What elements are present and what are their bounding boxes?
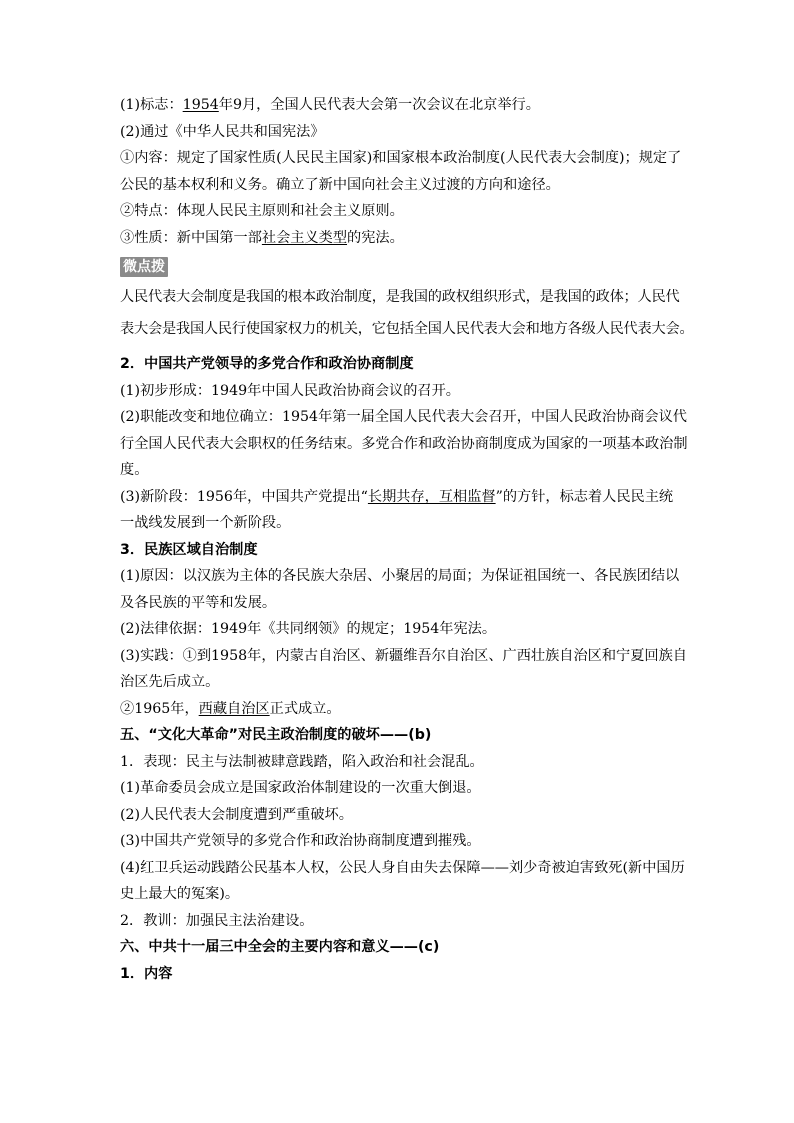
tip-badge: 微点拨: [120, 257, 168, 277]
text-line: 史上最大的冤案)。: [120, 886, 240, 902]
subsection-heading: 1．内容: [120, 965, 173, 982]
tip-block: [120, 281, 694, 345]
text-line: (2)法律依据：1949年《共同纲领》的规定；1954年宪法。: [120, 621, 497, 637]
underlined-year: 1954: [182, 97, 219, 113]
text-line: (3)实践：①到1958年，内蒙古自治区、新疆维吾尔自治区、广西壮族自治区和宁夏回族自: [120, 647, 687, 664]
text-line: 及各民族的平等和发展。: [120, 594, 277, 611]
text-line: (3)中国共产党领导的多党合作和政治协商制度遭到摧残。: [120, 833, 481, 849]
text-line: 行全国人民代表大会职权的任务结束。多党合作和政治协商制度成为国家的一项基本政治制: [120, 435, 688, 452]
text-line: (2)人民代表大会制度遭到严重破坏。: [120, 806, 353, 823]
text-line: (2)通过《中华人民共和国宪法》: [120, 123, 325, 140]
underlined-term: 长期共存，互相监督: [367, 488, 496, 505]
text-line: ②1965年，西藏自治区正式成立。: [120, 700, 341, 717]
tip-line: 表大会是我国人民行使国家权力的机关，它包括全国人民代表大会和地方各级人民代表大会。: [120, 321, 694, 337]
document-page: [120, 92, 694, 987]
section-heading: 六、中共十一届三中全会的主要内容和意义——(c): [120, 939, 440, 955]
section-heading: 3．民族区域自治制度: [120, 541, 258, 558]
text-line: 2．教训：加强民主法治建设。: [120, 912, 314, 929]
text-line: 1．表现：民主与法制被肆意践踏，陷入政治和社会混乱。: [120, 753, 484, 770]
text-line: (3)新阶段：1956年，中国共产党提出“长期共存，互相监督”的方针，标志着人民民主统: [120, 488, 674, 505]
section-heading: 2．中国共产党领导的多党合作和政治协商制度: [120, 356, 414, 372]
underlined-term: 西藏自治区: [198, 700, 270, 717]
tip-badge-row: [120, 251, 682, 279]
text-line: 一战线发展到一个新阶段。: [120, 515, 291, 531]
text-line: ③性质：新中国第一部社会主义类型的宪法。: [120, 229, 404, 246]
text-line: (2)职能改变和地位确立：1954年第一届全国人民代表大会召开，中国人民政治协商会议代: [120, 409, 687, 425]
text-line: ①内容：规定了国家性质(人民民主国家)和国家根本政治制度(人民代表大会制度)；规定了: [120, 150, 682, 166]
text-line: 度。: [120, 462, 149, 478]
text-line: (1)原因：以汉族为主体的各民族大杂居、小聚居的局面；为保证祖国统一、各民族团结以: [120, 568, 680, 584]
text-line: 公民的基本权利和义务。确立了新中国向社会主义过渡的方向和途径。: [120, 176, 560, 193]
text-line: (1)初步形成：1949年中国人民政治协商会议的召开。: [120, 382, 460, 399]
tip-line: 人民代表大会制度是我国的根本政治制度，是我国的政权组织形式，是我国的政体；人民代: [120, 289, 680, 305]
section-heading: 五、“文化大革命”对民主政治制度的破坏——(b): [120, 727, 432, 743]
text-line: (4)红卫兵运动践踏公民基本人权，公民人身自由失去保障——刘少奇被迫害致死(新中国历: [120, 859, 685, 876]
text-line: 治区先后成立。: [120, 674, 220, 690]
underlined-term: 社会主义类型: [261, 229, 348, 246]
text-line: ②特点：体现人民民主原则和社会主义原则。: [120, 203, 404, 219]
text-line: (1)革命委员会成立是国家政治体制建设的一次重大倒退。: [120, 780, 481, 796]
text-line: (1)标志：1954年9月，全国人民代表大会第一次会议在北京举行。: [120, 97, 540, 113]
